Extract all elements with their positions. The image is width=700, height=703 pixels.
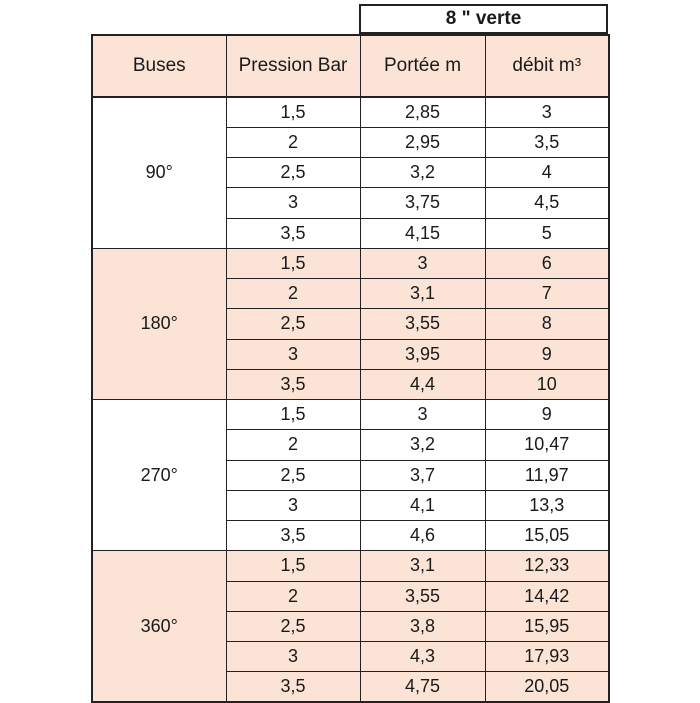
pression-cell: 3 xyxy=(226,188,360,218)
angle-cell: 180° xyxy=(92,248,226,399)
portee-cell: 2,95 xyxy=(360,127,485,157)
portee-cell: 3 xyxy=(360,248,485,278)
portee-cell: 3,2 xyxy=(360,158,485,188)
pression-cell: 2 xyxy=(226,127,360,157)
group-360 xyxy=(92,551,609,702)
group-180 xyxy=(92,248,609,399)
pression-cell: 2 xyxy=(226,430,360,460)
portee-cell: 3,1 xyxy=(360,551,485,581)
group-270 xyxy=(92,400,609,551)
portee-cell: 4,3 xyxy=(360,642,485,672)
debit-cell: 15,95 xyxy=(485,611,609,641)
debit-cell: 9 xyxy=(485,339,609,369)
pression-cell: 3 xyxy=(226,490,360,520)
table-row xyxy=(92,248,609,278)
pression-cell: 3,5 xyxy=(226,218,360,248)
portee-cell: 4,6 xyxy=(360,521,485,551)
header-portee: Portée m xyxy=(360,35,485,97)
debit-cell: 6 xyxy=(485,248,609,278)
header-row xyxy=(92,35,609,97)
table-row xyxy=(92,400,609,430)
debit-cell: 20,05 xyxy=(485,672,609,702)
debit-cell: 12,33 xyxy=(485,551,609,581)
debit-cell: 17,93 xyxy=(485,642,609,672)
portee-cell: 4,4 xyxy=(360,369,485,399)
pression-cell: 1,5 xyxy=(226,551,360,581)
debit-cell: 14,42 xyxy=(485,581,609,611)
portee-cell: 3,1 xyxy=(360,279,485,309)
debit-cell: 10,47 xyxy=(485,430,609,460)
debit-cell: 8 xyxy=(485,309,609,339)
portee-cell: 3,2 xyxy=(360,430,485,460)
debit-cell: 15,05 xyxy=(485,521,609,551)
pression-cell: 3 xyxy=(226,339,360,369)
debit-cell: 3 xyxy=(485,97,609,127)
debit-cell: 10 xyxy=(485,369,609,399)
pression-cell: 3,5 xyxy=(226,369,360,399)
pression-cell: 2 xyxy=(226,581,360,611)
pression-cell: 3,5 xyxy=(226,672,360,702)
pression-cell: 2,5 xyxy=(226,611,360,641)
pression-cell: 2,5 xyxy=(226,158,360,188)
portee-cell: 3,55 xyxy=(360,581,485,611)
portee-cell: 3,55 xyxy=(360,309,485,339)
portee-cell: 4,1 xyxy=(360,490,485,520)
portee-cell: 2,85 xyxy=(360,97,485,127)
portee-cell: 4,75 xyxy=(360,672,485,702)
nozzle-spec-table xyxy=(91,34,610,703)
pression-cell: 2,5 xyxy=(226,460,360,490)
debit-cell: 7 xyxy=(485,279,609,309)
pression-cell: 3,5 xyxy=(226,521,360,551)
debit-cell: 5 xyxy=(485,218,609,248)
pression-cell: 1,5 xyxy=(226,97,360,127)
header-debit: débit m³ xyxy=(485,35,609,97)
pression-cell: 2,5 xyxy=(226,309,360,339)
pression-cell: 1,5 xyxy=(226,400,360,430)
pression-cell: 3 xyxy=(226,642,360,672)
angle-cell: 360° xyxy=(92,551,226,702)
pression-cell: 1,5 xyxy=(226,248,360,278)
table-row xyxy=(92,97,609,127)
header-buses: Buses xyxy=(92,35,226,97)
debit-cell: 13,3 xyxy=(485,490,609,520)
portee-cell: 3 xyxy=(360,400,485,430)
table-row xyxy=(92,551,609,581)
pression-cell: 2 xyxy=(226,279,360,309)
portee-cell: 3,95 xyxy=(360,339,485,369)
table-title: 8 " verte xyxy=(359,4,608,34)
debit-cell: 4 xyxy=(485,158,609,188)
debit-cell: 11,97 xyxy=(485,460,609,490)
header-pression: Pression Bar xyxy=(226,35,360,97)
portee-cell: 4,15 xyxy=(360,218,485,248)
debit-cell: 3,5 xyxy=(485,127,609,157)
portee-cell: 3,75 xyxy=(360,188,485,218)
portee-cell: 3,8 xyxy=(360,611,485,641)
angle-cell: 90° xyxy=(92,97,226,248)
group-90 xyxy=(92,97,609,248)
debit-cell: 4,5 xyxy=(485,188,609,218)
angle-cell: 270° xyxy=(92,400,226,551)
debit-cell: 9 xyxy=(485,400,609,430)
portee-cell: 3,7 xyxy=(360,460,485,490)
